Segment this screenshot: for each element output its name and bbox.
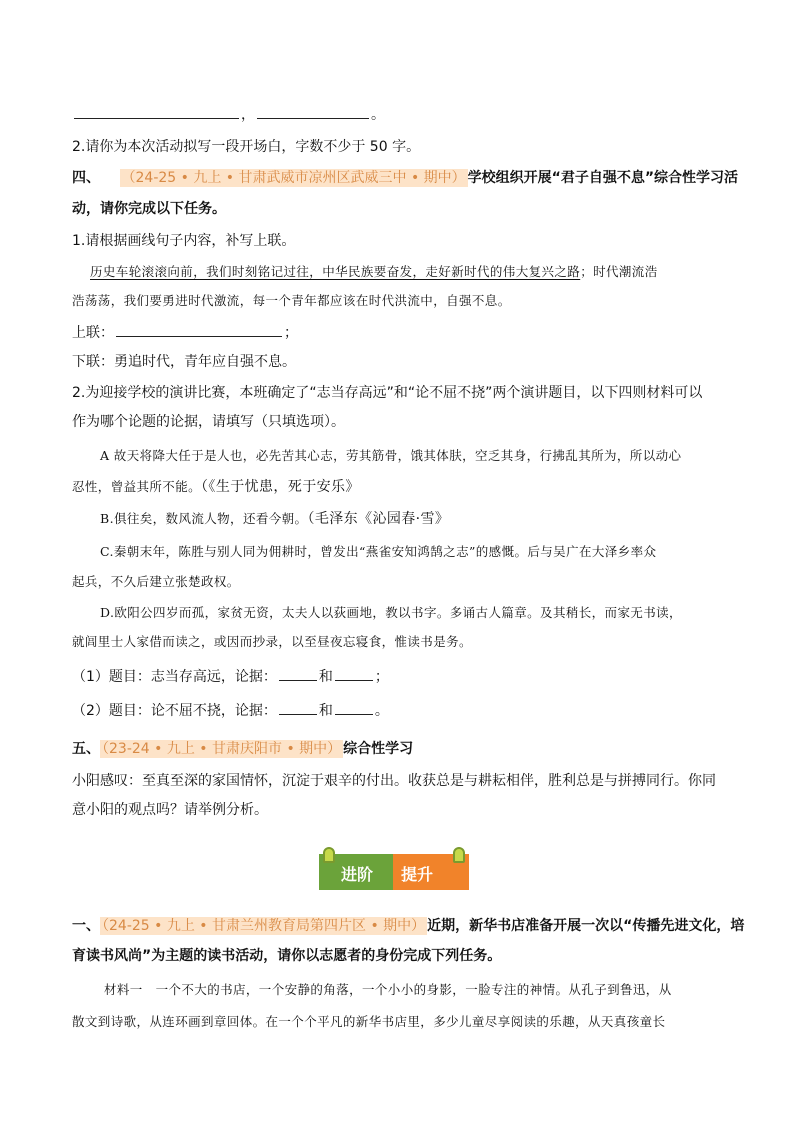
section-5-heading: 五、 （23-24 • 九上 • 甘肃庆阳市 • 期中） 综合性学习: [72, 741, 414, 757]
banner-right-label: 提升: [401, 865, 434, 884]
section-5-text: 小阳感叹：至真至深的家国情怀，沉淀于艰辛的付出。收获总是与耕耘相伴，胜利总是与拼搏同行。你同: [72, 773, 716, 789]
option-c-line-2: 起兵，不久后建立张楚政权。: [72, 574, 240, 589]
underlined-sentence: 历史车轮滚滚向前，我们时刻铭记过往，中华民族要奋发，走好新时代的伟大复兴之路: [90, 264, 581, 279]
section-6-heading-cont: 育读书风尚”为主题的读书活动，请你以志愿者的身份完成下列任务。: [72, 948, 502, 964]
advanced-banner: [319, 847, 469, 893]
section-4-heading: 四、 （24-25 • 九上 • 甘肃武威市凉州区武威三中 • 期中） 学校组织开展“君子自强不息”综合性学习活: [72, 170, 739, 186]
paper-clip-icon: [453, 847, 465, 863]
answer-blank[interactable]: [74, 106, 239, 119]
answer-blank[interactable]: [116, 324, 282, 337]
passage-line-2: 浩荡荡，我们要勇进时代激流，每一个青年都应该在时代洪流中，自强不息。: [72, 293, 511, 308]
task-2-text: 2.为迎接学校的演讲比赛，本班确定了“志当存高远”和“论不屈不挠”两个演讲题目，以下四则材料可以: [72, 385, 703, 401]
option-a-line-2: 忍性，曾益其所不能。（《生于忧患，死于安乐》: [72, 479, 360, 495]
couplet-upper-line: 上联： ；: [72, 325, 298, 341]
option-c-line-1: C.秦朝末年，陈胜与别人同为佣耕时，曾发出“燕雀安知鸿鹄之志”的感慨。后与吴广在大泽乡率众: [100, 544, 657, 559]
section-5-text-cont: 意小阳的观点吗？请举例分析。: [72, 802, 268, 818]
answer-blank[interactable]: [335, 668, 373, 681]
option-a-line-1: A 故天将降大任于是人也，必先苦其心志，劳其筋骨，饿其体肤，空乏其身，行拂乱其所为，所以动心: [100, 448, 682, 463]
option-d-line-1: D.欧阳公四岁而孤，家贫无资，太夫人以荻画地，教以书字。多诵古人篇章。及其稍长，而家无书读，: [100, 605, 682, 620]
couplet-lower-line: 下联：勇追时代，青年应自强不息。: [72, 354, 296, 370]
answer-blank[interactable]: [335, 702, 373, 715]
task-2-text-cont: 作为哪个论题的论据，请填写（只填选项）。: [72, 414, 345, 430]
source-tag: （24-25 • 九上 • 甘肃武威市凉州区武威三中 • 期中）: [121, 170, 466, 186]
task-1-text: 1.请根据画线句子内容，补写上联。: [72, 233, 296, 249]
material-1-line-1: 材料一 一个不大的书店，一个安静的角落，一个小小的身影，一脸专注的神情。从孔子到鲁迅，从: [104, 982, 672, 997]
section-4-heading-cont: 动，请你完成以下任务。: [72, 201, 226, 217]
answer-blanks-line: ， 。: [72, 104, 724, 124]
source-tag: （23-24 • 九上 • 甘肃庆阳市 • 期中）: [102, 741, 342, 757]
section-6-heading: 一、 （24-25 • 九上 • 甘肃兰州教育局第四片区 • 期中） 近期，新华书店准备开展一次以“传播先进文化，培: [72, 918, 745, 934]
option-b-line: B.俱往矣，数风流人物，还看今朝。（毛泽东《沁园春·雪》: [100, 511, 450, 527]
subquestion-1: （1）题目：志当存高远，论据： 和 ；: [72, 669, 389, 685]
answer-blank[interactable]: [279, 702, 317, 715]
paper-clip-icon: [323, 847, 335, 863]
banner-left-label: 进阶: [341, 865, 374, 884]
source-tag: （24-25 • 九上 • 甘肃兰州教育局第四片区 • 期中）: [102, 918, 426, 934]
question-2-text: 2.请你为本次活动拟写一段开场白，字数不少于 50 字。: [72, 139, 421, 155]
answer-blank[interactable]: [279, 668, 317, 681]
material-1-line-2: 散文到诗歌，从连环画到章回体。在一个个平凡的新华书店里，多少儿童尽享阅读的乐趣，从天真孩童长: [72, 1014, 666, 1029]
subquestion-2: （2）题目：论不屈不挠，论据： 和 。: [72, 703, 389, 719]
answer-blank[interactable]: [257, 106, 369, 119]
passage-line-1: 历史车轮滚滚向前，我们时刻铭记过往，中华民族要奋发，走好新时代的伟大复兴之路；时代潮流浩: [90, 264, 658, 279]
option-d-line-2: 就闾里士人家借而读之，或因而抄录，以至昼夜忘寝食，惟读书是务。: [72, 634, 472, 649]
